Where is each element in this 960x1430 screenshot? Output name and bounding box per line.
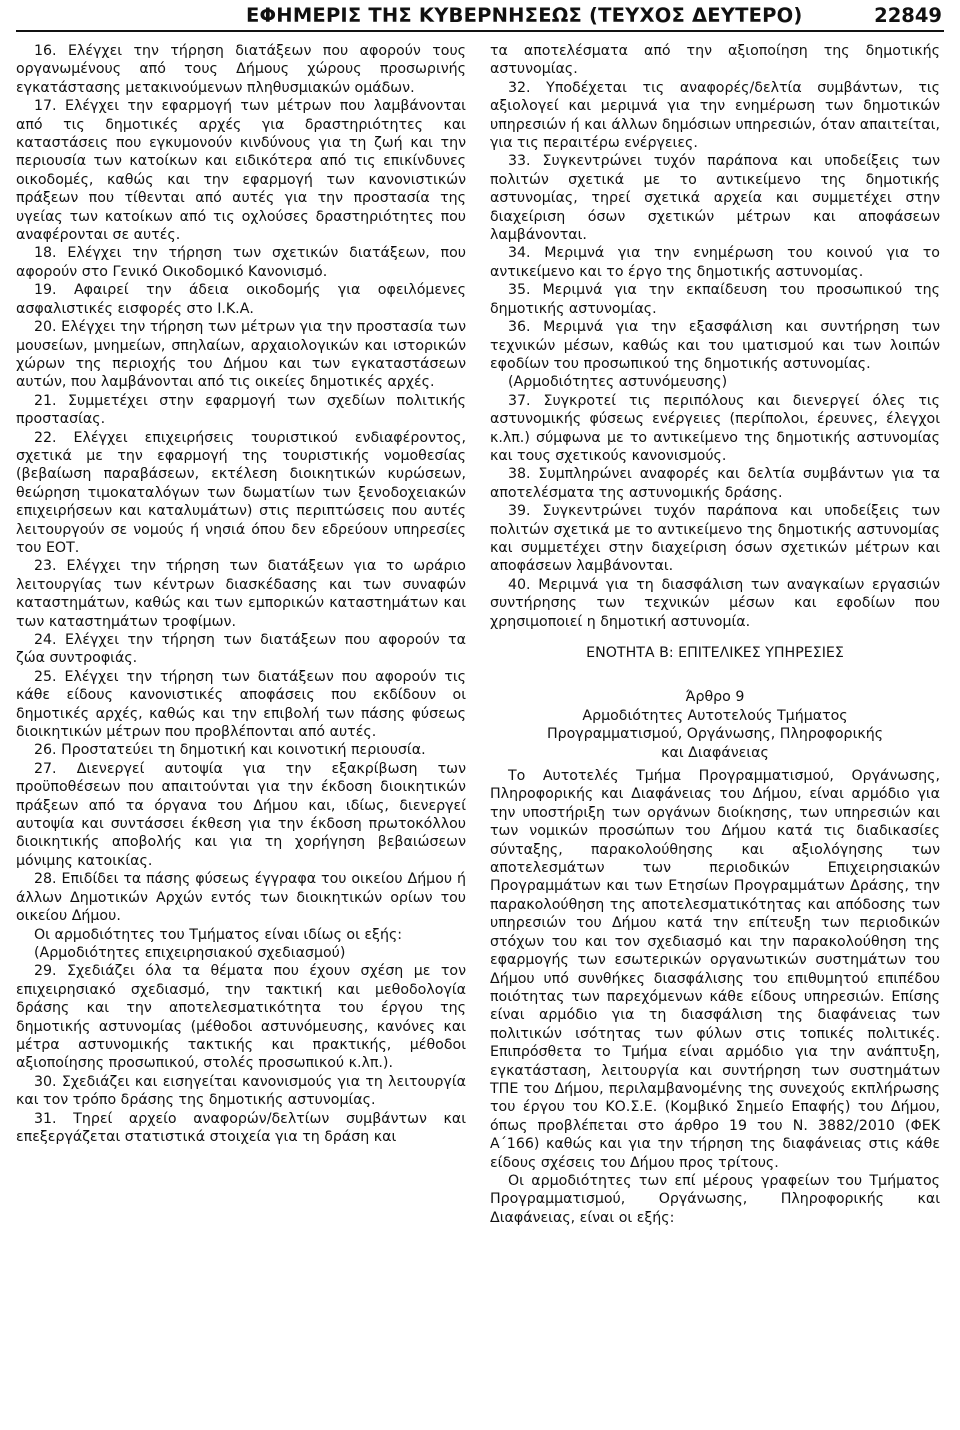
paragraph-31: 31. Τηρεί αρχείο αναφορών/δελτίων συμβάντων και επεξεργάζεται στατιστικά στοιχεία για τη δράση και [16, 1110, 466, 1145]
paragraph-35: 35. Μεριμνά για την εκπαίδευση του προσωπικού της δημοτικής αστυνομίας. [490, 282, 940, 317]
paragraph-25: 25. Ελέγχει την τήρηση των διατάξεων που αφορούν τις κάθε είδους κανονιστικές αποφάσεις που εκδίδουν οι δημοτικές αρχές, καθώς και την επιβολή των πάσης φύσεως διοικητικών μέτρων που προβλέπονται από αυτές. [16, 668, 466, 741]
paragraph-19: 19. Αφαιρεί την άδεια οικοδομής για οφειλόμενες ασφαλιστικές εισφορές στο Ι.Κ.Α. [16, 282, 466, 317]
paragraph-18: 18. Ελέγχει την τήρηση των σχετικών διατάξεων, που αφορούν στο Γενικό Οικοδομικό Κανονισμό. [16, 245, 466, 280]
paragraph-24: 24. Ελέγχει την τήρηση των διατάξεων που αφορούν τα ζώα συντροφιάς. [16, 632, 466, 667]
paragraph-39: 39. Συγκεντρώνει τυχόν παράπονα και υποδείξεις των πολιτών σχετικά με το αντικείμενο της δημοτικής αστυνομίας και συμμετέχει στην διαχείριση όσων σχετικών μέτρων και αποφάσεων λαμβάνονται. [490, 503, 940, 575]
paragraph-33: 33. Συγκεντρώνει τυχόν παράπονα και υποδείξεις των πολιτών σχετικά με το αντικείμενο της δημοτικής αστυνομίας, τηρεί σχετικά αρχεία και συμμετέχει στην διαχείριση όσων σχετικών μέτρων και αποφάσεων λαμβάνονται. [490, 153, 940, 244]
paragraph-20: 20. Ελέγχει την τήρηση των μέτρων για την προστασία των μουσείων, μνημείων, σπηλαίων, αρχαιολογικών και ιστορικών χώρων της περιοχής του Δήμου και των εγκαταστάσεων αυτών, που λαμβάνονται από τις οικείες δημοτικές αρχές. [16, 319, 466, 391]
paragraph-37: 37. Συγκροτεί τις περιπόλους και διενεργεί όλες τις αστυνομικής φύσεως ενέργειες (περίπολοι, έρευνες, έλεγχοι κ.λπ.) σύμφωνα με το αντικείμενο της δημοτικής αστυνομίας και τους σχετικούς κανονισμούς. [490, 392, 940, 464]
article-title-line-2: Προγραμματισμού, Οργάνωσης, Πληροφορικής [546, 726, 884, 743]
paragraph-22: 22. Ελέγχει επιχειρήσεις τουριστικού ενδιαφέροντος, σχετικά με την εφαρμογή της τουριστικής νομοθεσίας (βεβαίωση παραβάσεων, εκτέλεση διοικητικών κυρώσεων, θεώρηση τιμοκαταλόγων των δωματίων των ξενοδοχειακών επιχειρήσεων και καταλυμάτων) στις περιπτώσεις που αυτές λειτουργούν σε νομούς ή νησιά όπου δεν εδρεύουν υπηρεσίες του ΕΟΤ. [16, 429, 466, 556]
paragraph-16: 16. Ελέγχει την τήρηση διατάξεων που αφορούν τους οργανωμένους από τους Δήμους χώρους προσωρινής εγκατάστασης μετακινούμενων πληθυσμιακών ομάδων. [16, 43, 466, 96]
paragraph-31-continued: τα αποτελέσματα από την αξιοποίηση της δημοτικής αστυνομίας. [490, 43, 940, 78]
page-number: 22849 [874, 4, 942, 27]
paragraph-21: 21. Συμμετέχει στην εφαρμογή των σχεδίων πολιτικής προστασίας. [16, 392, 466, 428]
paragraph-38: 38. Συμπληρώνει αναφορές και δελτία συμβάντων για τα αποτελέσματα της αστυνομικής δράσης. [490, 466, 940, 501]
paragraph-26: 26. Προστατεύει τη δημοτική και κοινοτική περιουσία. [34, 742, 426, 759]
paragraph-28: 28. Επιδίδει τα πάσης φύσεως έγγραφα του οικείου Δήμου ή άλλων Δημοτικών Αρχών εντός των διοικητικών ορίων του οικείου Δήμου. [16, 871, 466, 925]
article-body: Το Αυτοτελές Τμήμα Προγραμματισμού, Οργάνωσης, Πληροφορικής και Διαφάνειας του Δήμου, είναι αρμόδιο για την υποστήριξη των οργάνων διοίκησης, των υπηρεσιών και των νομικών προσώπων του Δήμου κατά τις διαδικασίες σύνταξης, παρακολούθησης και αξιολόγησης των αποτελεσμάτων των περιοδικών Επιχειρησιακών Προγραμμάτων και των Ετησίων Προγραμμάτων Δράσης, την παρακολούθηση της αποτελεσματικότητας και απόδοσης των υπηρεσιών του Δήμου κατά την επίτευξη των περιοδικών στόχων του και τον σχεδιασμό και την παρακολούθηση της εφαρμογής των εσωτερικών οργανωτικών συστημάτων του Δήμου υπό συνθήκες διασφάλισης του επιθυμητού επιπέδου ποιότητας των παρεχόμενων κάθε είδους υπηρεσιών. Επίσης είναι αρμόδιο για τη διασφάλιση της διαφάνειας των πολιτικών ισότητας των φύλων στις τοπικές πολιτικές. Επιπρόσθετα το Τμήμα είναι αρμόδιο για την ανάπτυξη, εγκατάσταση, λειτουργία και συντήρηση των συστημάτων ΤΠΕ του Δήμου, περιλαμβανομένης της συνεχούς εκπλήρωσης του έργου του ΚΟ.Σ.Ε. (Κομβικό Σημείο Επαφής) του Δήμου, όπως προβλέπεται στο άρθρο 19 του Ν. 3882/2010 (ΦΕΚ Α΄166) καθώς και για την τήρηση της διαφάνειας στις κάθε είδους σχέσεις του Δήμου προς τρίτους. [490, 768, 940, 1171]
section-intro: Οι αρμοδιότητες του Τμήματος είναι ιδίως οι εξής: [34, 926, 403, 943]
article-closing: Οι αρμοδιότητες των επί μέρους γραφείων του Τμήματος Προγραμματισμού, Οργάνωσης, Πληροφορικής και Διαφάνειας, είναι οι εξής: [490, 1172, 940, 1226]
article-title-line-1: Αρμοδιότητες Αυτοτελούς Τμήματος [582, 707, 848, 724]
gazette-title: ΕΦΗΜΕΡΙΣ ΤΗΣ ΚΥΒΕΡΝΗΣΕΩΣ (ΤΕΥΧΟΣ ΔΕΥΤΕΡΟ) [246, 4, 803, 27]
article-title-line-3: και Διαφάνειας [661, 744, 769, 761]
paragraph-17: 17. Ελέγχει την εφαρμογή των μέτρων που λαμβάνονται από τις δημοτικές αρχές για δραστηριότητες και καταστάσεις που εγκυμονούν κινδύνους για τη ζωή και την περιουσία των κατοίκων και ειδικότερα από τις επικίνδυνες οικοδομές, καθώς και την εφαρμογή των κανονιστικών πράξεων που τίθενται από αυτές για την προστασία της υγείας των κατοίκων από τις οχλούσες δραστηριότητες που αναφέρονται σε αυτές. [16, 98, 466, 244]
paragraph-30: 30. Σχεδιάζει και εισηγείται κανονισμούς για τη λειτουργία και τον τρόπο δράσης της δημοτικής αστυνομίας. [16, 1073, 466, 1109]
paragraph-36: 36. Μεριμνά για την εξασφάλιση και συντήρηση των τεχνικών μέσων, καθώς και του ιματισμού και των λοιπών εφοδίων του προσωπικού της δημοτικής αστυνομίας. [490, 319, 940, 372]
section-heading: ΕΝΟΤΗΤΑ Β: ΕΠΙΤΕΛΙΚΕΣ ΥΠΗΡΕΣΙΕΣ [586, 645, 844, 661]
page-header [16, 4, 944, 32]
paragraph-34: 34. Μεριμνά για την ενημέρωση του κοινού για το αντικείμενο και το έργο της δημοτικής αστυνομίας. [490, 245, 940, 280]
paragraph-29: 29. Σχεδιάζει όλα τα θέματα που έχουν σχέση με τον επιχειρησιακό σχεδιασμό, την τακτική και μεθοδολογία δράσης και την αποτελεσματικότητα του έργου της δημοτικής αστυνομίας (μέθοδοι αστυνόμευσης, κανόνες και μέτρα αστυνομικής τακτικής και πρακτικής, μέθοδοι αξιοποίησης προσωπικού, στολές προσωπικού κ.λπ.). [16, 963, 466, 1072]
subheading-policing: (Αρμοδιότητες αστυνόμευσης) [508, 374, 728, 391]
subheading-operational-planning: (Αρμοδιότητες επιχειρησιακού σχεδιασμού) [34, 944, 346, 961]
paragraph-40: 40. Μεριμνά για τη διασφάλιση των αναγκαίων εργασιών συντήρησης των τεχνικών μέσων και εφοδίων που χρησιμοποιεί η δημοτική αστυνομία. [490, 576, 940, 630]
paragraph-32: 32. Υποδέχεται τις αναφορές/δελτία συμβάντων, τις αξιολογεί και μεριμνά για την ενημέρωση των δημοτικών υπηρεσιών ή και άλλων δημόσιων υπηρεσιών, όταν απαιτείται, για τις περαιτέρω ενέργειες. [490, 79, 940, 152]
right-column [490, 42, 940, 1227]
article-number: Άρθρο 9 [685, 689, 745, 706]
paragraph-27: 27. Διενεργεί αυτοψία για την εξακρίβωση των προϋποθέσεων που απαιτούνται για την έκδοση διοικητικών πράξεων από τα όργανα του Δήμου και, ιδίως, διενεργεί αυτοψία και συντάσσει έκθεση για την έκδοση πρωτοκόλλου διοικητικής αποβολής και για τη χορήγηση βεβαιώσεων μόνιμης κατοικίας. [16, 760, 466, 869]
left-column [16, 42, 466, 1146]
header-rule [16, 30, 944, 32]
paragraph-23: 23. Ελέγχει την τήρηση των διατάξεων για το ωράριο λειτουργίας των κέντρων διασκέδασης και των συναφών καταστημάτων, καθώς και των εμπορικών καταστημάτων και των καταστημάτων τροφίμων. [16, 558, 466, 630]
